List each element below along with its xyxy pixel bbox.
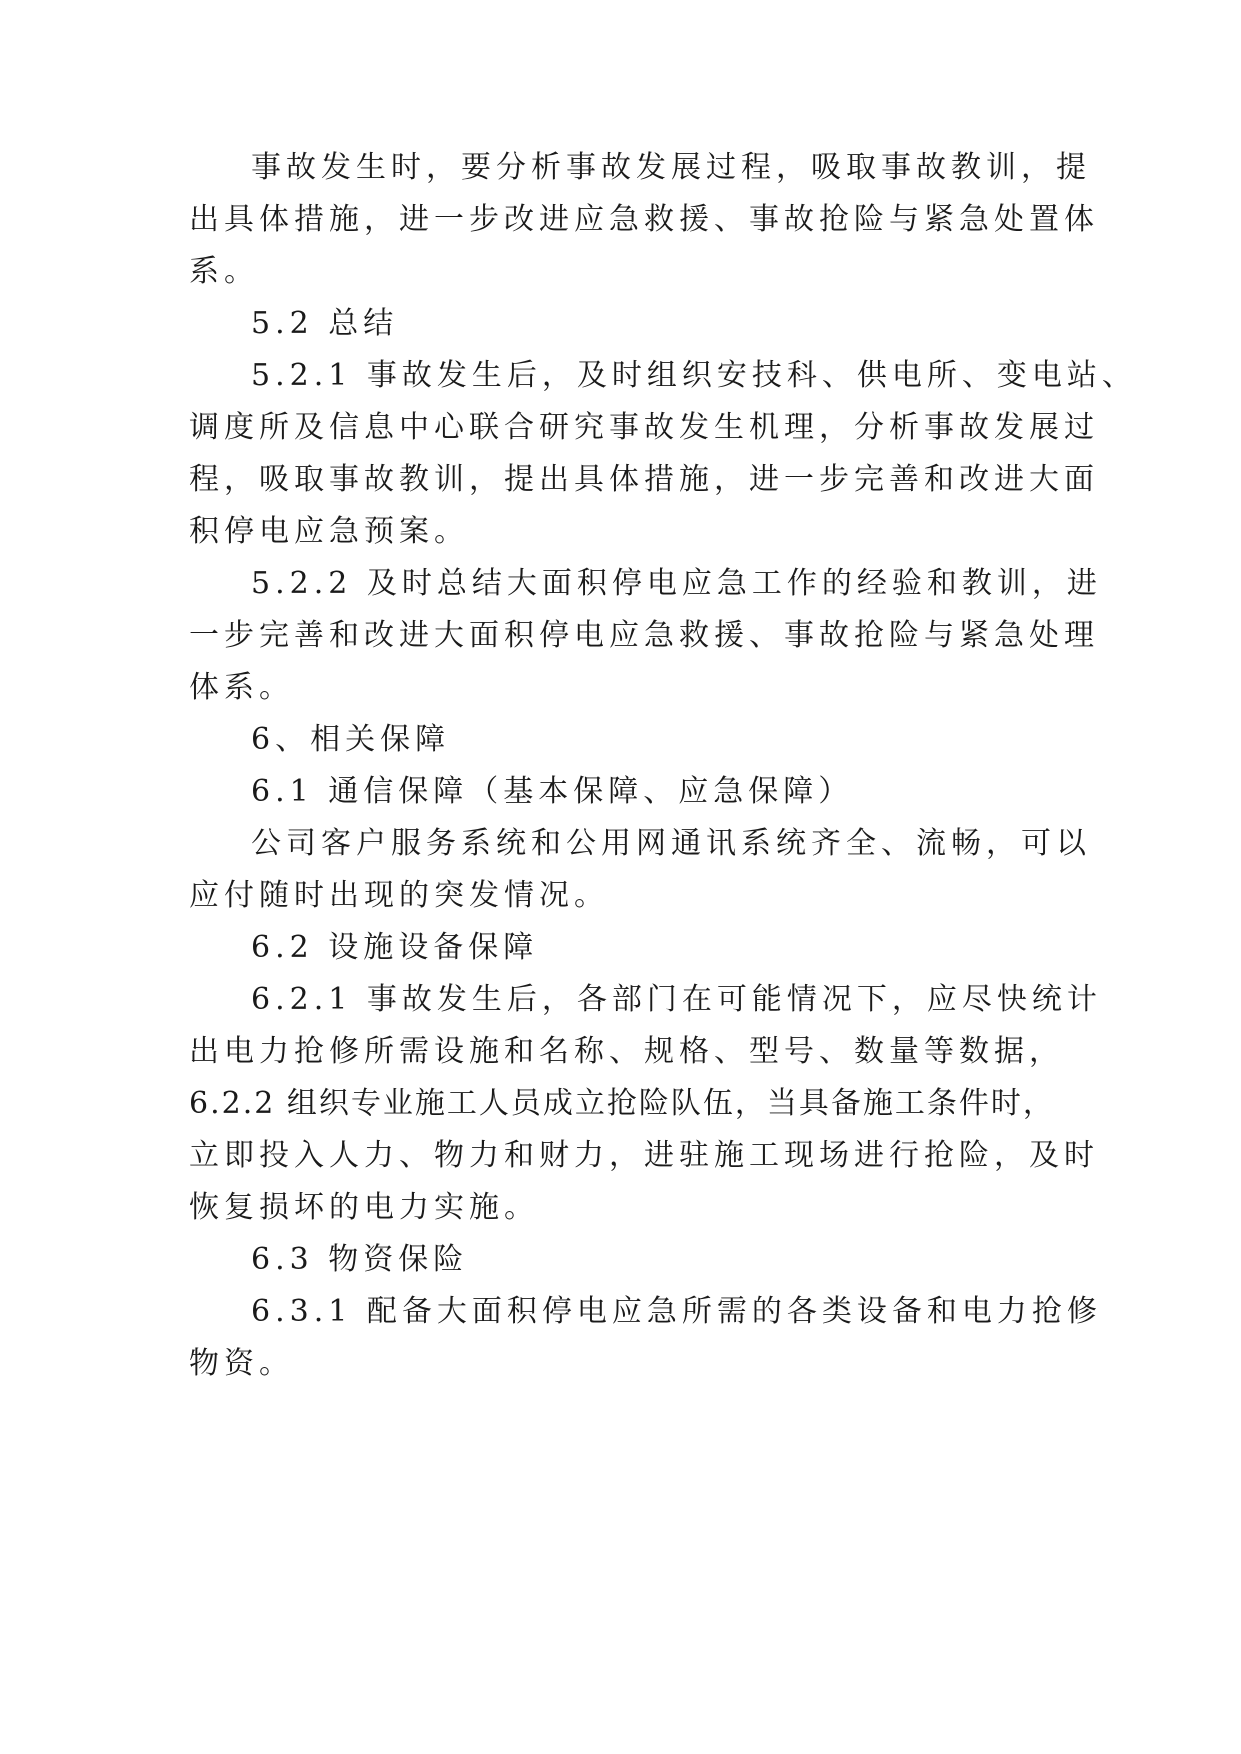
section-heading: 6、相关保障 — [251, 722, 451, 757]
paragraph-line: 5.2.2 及时总结大面积停电应急工作的经验和教训，进 — [251, 566, 1102, 601]
paragraph-line: 事故发生时，要分析事故发展过程，吸取事故教训，提 — [251, 150, 1091, 185]
paragraph-line: 体系。 — [189, 670, 294, 705]
paragraph-line: 一步完善和改进大面积停电应急救援、事故抢险与紧急处理 — [189, 618, 1099, 653]
paragraph-line: 物资。 — [189, 1346, 294, 1381]
section-heading: 6.1 通信保障（基本保障、应急保障） — [251, 774, 854, 809]
paragraph-line: 调度所及信息中心联合研究事故发生机理，分析事故发展过 — [189, 410, 1099, 445]
paragraph-line: 6.3.1 配备大面积停电应急所需的各类设备和电力抢修 — [251, 1294, 1102, 1329]
paragraph-line: 6.2.1 事故发生后，各部门在可能情况下，应尽快统计 — [251, 982, 1102, 1017]
paragraph-line: 应付随时出现的突发情况。 — [189, 878, 609, 913]
paragraph-line: 公司客户服务系统和公用网通讯系统齐全、流畅，可以 — [251, 826, 1091, 861]
paragraph-line: 恢复损坏的电力实施。 — [189, 1190, 539, 1225]
paragraph-line: 积停电应急预案。 — [189, 514, 469, 549]
section-heading: 6.2 设施设备保障 — [251, 930, 539, 965]
paragraph-line: 立即投入人力、物力和财力，进驻施工现场进行抢险，及时 — [189, 1138, 1099, 1173]
paragraph-line: 5.2.1 事故发生后，及时组织安技科、供电所、变电站、 — [251, 358, 1137, 393]
section-heading: 5.2 总结 — [251, 306, 399, 341]
paragraph-line: 出电力抢修所需设施和名称、规格、型号、数量等数据， — [189, 1034, 1064, 1069]
section-heading: 6.3 物资保险 — [251, 1242, 469, 1277]
paragraph-line: 程，吸取事故教训，提出具体措施，进一步完善和改进大面 — [189, 462, 1099, 497]
paragraph-line: 系。 — [189, 254, 259, 289]
paragraph-line: 出具体措施，进一步改进应急救援、事故抢险与紧急处置体 — [189, 202, 1099, 237]
paragraph-line: 6.2.2 组织专业施工人员成立抢险队伍，当具备施工条件时， — [189, 1086, 1055, 1121]
